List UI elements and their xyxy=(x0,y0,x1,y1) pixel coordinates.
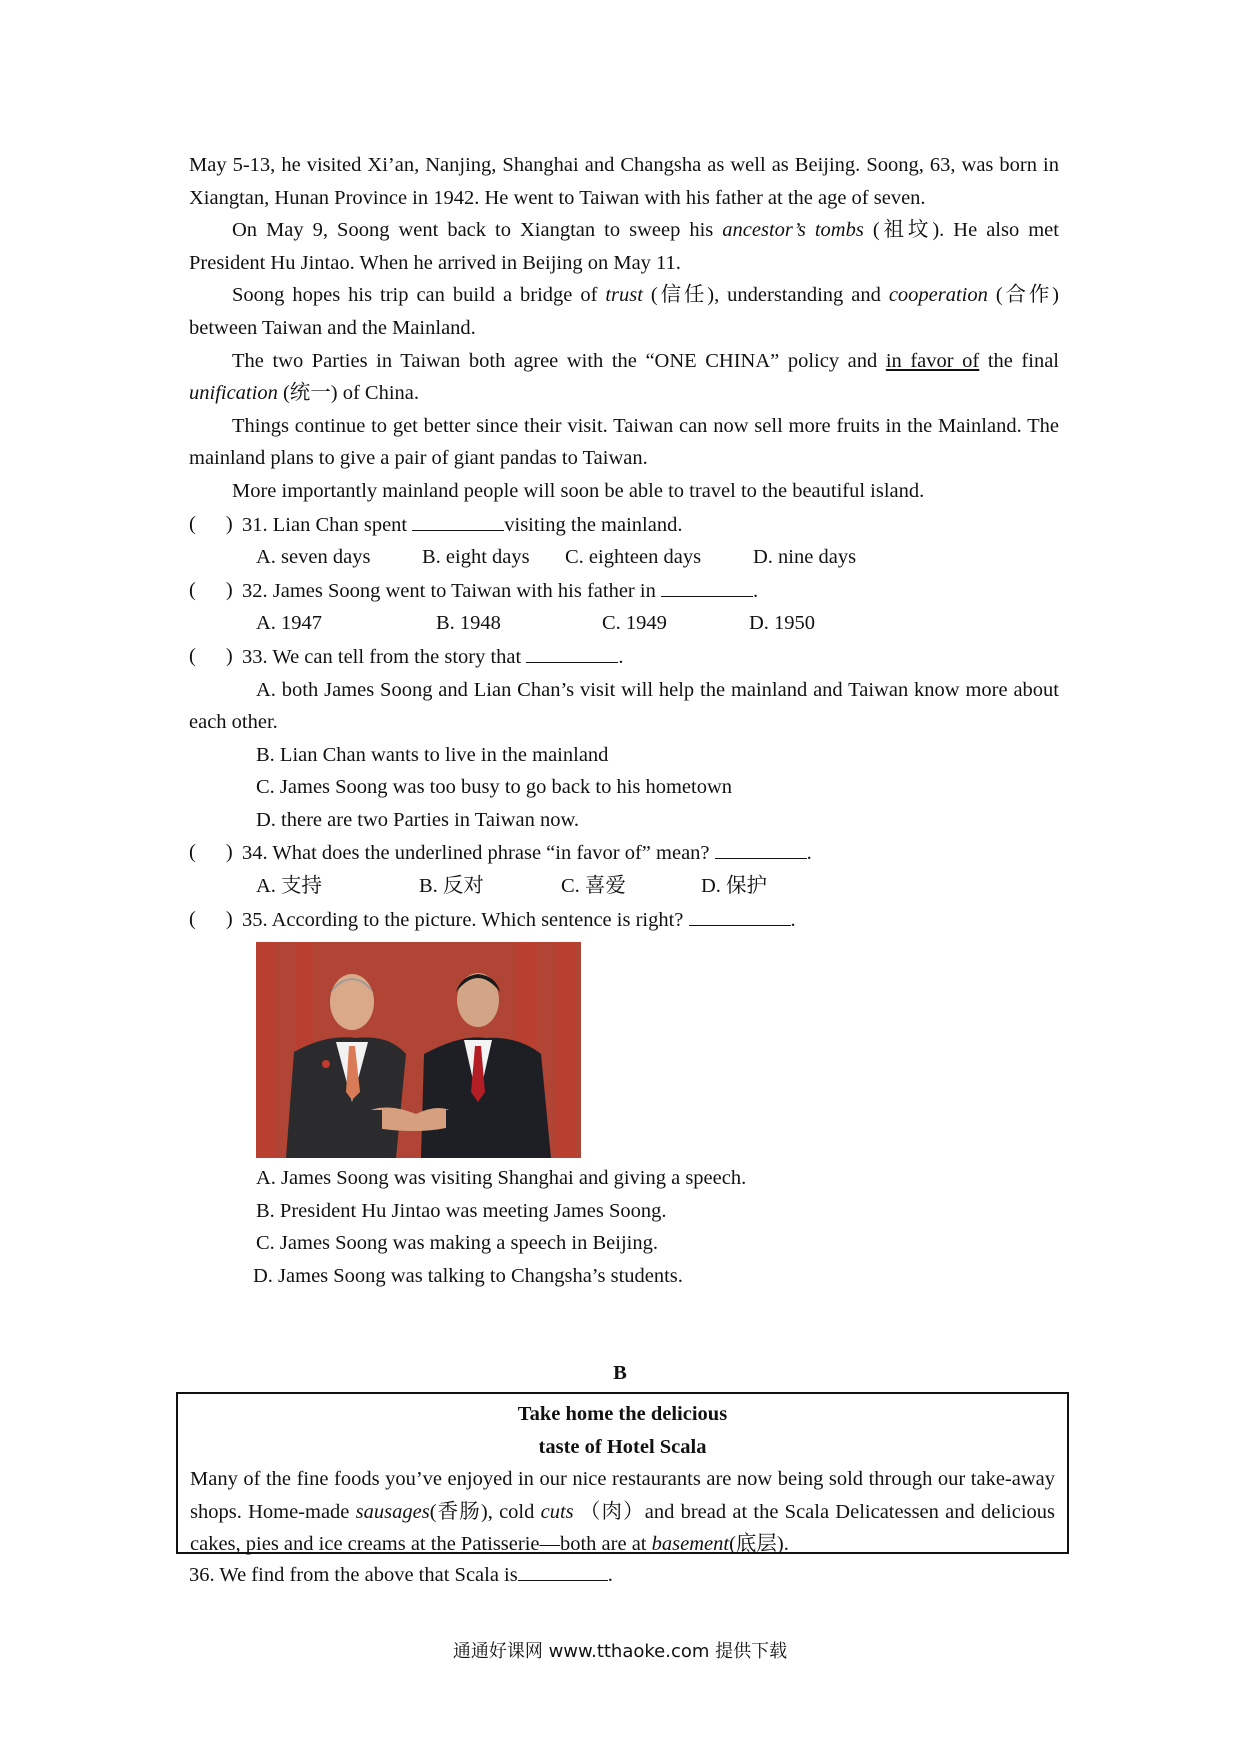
section-b-label: B xyxy=(613,1362,627,1384)
option-a: A. James Soong was visiting Shanghai and giving a speech. xyxy=(256,1167,747,1189)
passage-paragraph-3: Soong hopes his trip can build a bridge of trust (信任), understanding and cooperation (合作) between Taiwan and the Mainland. xyxy=(189,284,1059,339)
question-35: ( ) 35. According to the picture. Which sentence is right? . xyxy=(189,903,1059,937)
option-d: D. 1950 xyxy=(749,612,816,635)
option-a: A. both James Soong and Lian Chan’s visit will help the mainland and Taiwan know more about each other. xyxy=(189,678,1059,734)
ad-title-line-2: taste of Hotel Scala xyxy=(538,1435,707,1458)
option-d: D. there are two Parties in Taiwan now. xyxy=(256,808,580,831)
page-footer: 通通好课网 www.tthaoke.com 提供下载 xyxy=(452,1641,788,1662)
answer-blank xyxy=(689,903,791,926)
term-trust: trust xyxy=(605,284,643,307)
answer-blank xyxy=(518,1558,608,1581)
option-c: C. James Soong was too busy to go back to his hometown xyxy=(256,776,733,799)
question-36: 36. We find from the above that Scala is . xyxy=(189,1558,1059,1592)
option-d: D. 保护 xyxy=(701,875,768,898)
answer-blank xyxy=(412,508,504,531)
question-34: ( ) 34. What does the underlined phrase “in favor of” mean? . xyxy=(189,836,1059,870)
passage-paragraph-5: Things continue to get better since their visit. Taiwan can now sell more fruits in the Mainland. The mainland plans to give a pair of giant pandas to Taiwan. xyxy=(189,414,1059,470)
option-b: B. 1948 xyxy=(436,612,501,635)
ad-title-line-1: Take home the delicious xyxy=(517,1403,728,1425)
option-a: A. 1947 xyxy=(256,612,323,635)
question-35-options xyxy=(189,1162,1059,1292)
answer-bracket: ( ) xyxy=(189,512,233,535)
option-d: D. nine days xyxy=(753,546,857,569)
question-33: ( ) 33. We can tell from the story that . xyxy=(189,640,1059,674)
option-b: B. 反对 xyxy=(419,875,484,898)
term-cooperation: cooperation xyxy=(888,284,988,307)
passage-paragraph-2: On May 9, Soong went back to Xiangtan to sweep his ancestor’s tombs (祖坟). He also met President Hu Jintao. When he arrived in Beijing on May 11. xyxy=(189,219,1059,274)
term-ancestors-tombs: ancestor’s tombs xyxy=(722,219,864,242)
question-31-options xyxy=(189,541,1059,574)
term-unification: unification xyxy=(189,382,278,405)
passage-paragraph-4: The two Parties in Taiwan both agree with the “ONE CHINA” policy and in favor of the final unification (统一) of China. xyxy=(189,349,1059,405)
question-34-options xyxy=(189,870,1059,903)
passage-paragraph-6: More importantly mainland people will soon be able to travel to the beautiful island. xyxy=(232,479,925,502)
option-c: C. James Soong was making a speech in Beijing. xyxy=(256,1232,658,1255)
answer-blank xyxy=(661,574,753,597)
handshake-photo-illustration xyxy=(256,942,581,1158)
answer-bracket: ( ) xyxy=(189,578,233,601)
question-32: ( ) 32. James Soong went to Taiwan with his father in . xyxy=(189,574,1059,608)
question-31: ( ) 31. Lian Chan spent visiting the mainland. xyxy=(189,508,1059,542)
ad-body: Many of the fine foods you’ve enjoyed in our nice restaurants are now being sold through our take-away shops. Home-made sausages(香肠), cold cuts （肉）and bread at the Scala Delicatessen and delicious cakes, pies and ice creams at the Patisserie—both are at basement(底层). xyxy=(190,1468,1055,1556)
handshake-photo xyxy=(256,942,581,1158)
answer-blank xyxy=(715,836,807,859)
option-c: C. 1949 xyxy=(602,612,667,635)
answer-blank xyxy=(526,640,618,663)
answer-bracket: ( ) xyxy=(189,907,233,930)
answer-bracket: ( ) xyxy=(189,644,233,667)
answer-bracket: ( ) xyxy=(189,841,233,864)
option-b: B. eight days xyxy=(422,546,530,569)
option-b: B. President Hu Jintao was meeting James Soong. xyxy=(256,1199,667,1222)
option-c: C. 喜爱 xyxy=(561,875,626,898)
option-b: B. Lian Chan wants to live in the mainland xyxy=(256,743,609,766)
option-a: A. 支持 xyxy=(256,875,323,898)
question-32-options xyxy=(189,607,1059,640)
advertisement-box xyxy=(176,1392,1069,1554)
option-a: A. seven days xyxy=(256,546,371,569)
reading-passage xyxy=(189,149,1059,936)
underlined-phrase: in favor of xyxy=(885,349,980,372)
option-c: C. eighteen days xyxy=(565,546,702,569)
passage-paragraph-1: May 5-13, he visited Xi’an, Nanjing, Shanghai and Changsha as well as Beijing. Soong, 63, was born in Xiangtan, Hunan Province in 1942. He went to Taiwan with his father at the age of seven. xyxy=(189,154,1059,209)
option-d: D. James Soong was talking to Changsha’s students. xyxy=(253,1264,683,1287)
